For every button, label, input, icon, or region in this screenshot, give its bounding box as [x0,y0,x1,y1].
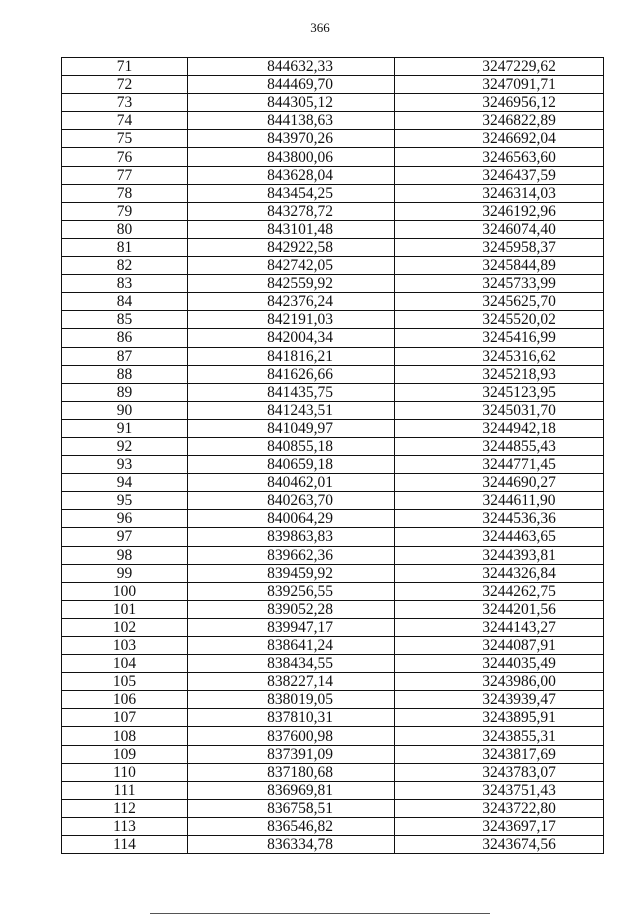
point-number-cell: 71 [62,58,188,76]
x-coordinate-cell: 837810,31 [188,709,395,727]
table-row [62,58,604,76]
table-row [62,365,604,383]
coordinates-table [61,57,604,854]
y-coordinate-cell: 3245520,02 [395,311,604,329]
table-row [62,311,604,329]
y-coordinate-cell: 3246437,59 [395,166,604,184]
y-coordinate-cell: 3244087,91 [395,637,604,655]
point-number-cell: 102 [62,618,188,636]
x-coordinate-cell: 839863,83 [188,528,395,546]
x-coordinate-cell: 838434,55 [188,655,395,673]
x-coordinate-cell: 837180,68 [188,763,395,781]
y-coordinate-cell: 3243895,91 [395,709,604,727]
y-coordinate-cell: 3246956,12 [395,94,604,112]
table-row [62,456,604,474]
page-number: 366 [310,20,330,35]
x-coordinate-cell: 844632,33 [188,58,395,76]
y-coordinate-cell: 3246074,40 [395,220,604,238]
table-row [62,184,604,202]
point-number-cell: 93 [62,456,188,474]
x-coordinate-cell: 843628,04 [188,166,395,184]
point-number-cell: 79 [62,202,188,220]
x-coordinate-cell: 841435,75 [188,383,395,401]
table-row [62,474,604,492]
x-coordinate-cell: 841816,21 [188,347,395,365]
point-number-cell: 112 [62,799,188,817]
point-number-cell: 89 [62,383,188,401]
y-coordinate-cell: 3243783,07 [395,763,604,781]
x-coordinate-cell: 839662,36 [188,546,395,564]
y-coordinate-cell: 3244942,18 [395,419,604,437]
point-number-cell: 83 [62,275,188,293]
x-coordinate-cell: 839256,55 [188,582,395,600]
table-row [62,781,604,799]
table-row [62,836,604,854]
table-row [62,329,604,347]
table-row [62,202,604,220]
table-row [62,799,604,817]
point-number-cell: 99 [62,564,188,582]
table-row [62,763,604,781]
point-number-cell: 97 [62,528,188,546]
x-coordinate-cell: 842004,34 [188,329,395,347]
table-row [62,673,604,691]
point-number-cell: 91 [62,419,188,437]
x-coordinate-cell: 839947,17 [188,618,395,636]
table-row [62,293,604,311]
y-coordinate-cell: 3243986,00 [395,673,604,691]
point-number-cell: 81 [62,238,188,256]
y-coordinate-cell: 3245416,99 [395,329,604,347]
y-coordinate-cell: 3245733,99 [395,275,604,293]
table-row [62,745,604,763]
table-row [62,546,604,564]
x-coordinate-cell: 843800,06 [188,148,395,166]
point-number-cell: 104 [62,655,188,673]
x-coordinate-cell: 844469,70 [188,76,395,94]
x-coordinate-cell: 842922,58 [188,238,395,256]
point-number-cell: 105 [62,673,188,691]
table-row [62,691,604,709]
y-coordinate-cell: 3243855,31 [395,727,604,745]
point-number-cell: 80 [62,220,188,238]
point-number-cell: 103 [62,637,188,655]
table-row [62,492,604,510]
y-coordinate-cell: 3243697,17 [395,817,604,835]
x-coordinate-cell: 841243,51 [188,401,395,419]
x-coordinate-cell: 840659,18 [188,456,395,474]
table-row [62,437,604,455]
x-coordinate-cell: 843454,25 [188,184,395,202]
point-number-cell: 114 [62,836,188,854]
point-number-cell: 75 [62,130,188,148]
y-coordinate-cell: 3246822,89 [395,112,604,130]
point-number-cell: 109 [62,745,188,763]
x-coordinate-cell: 839052,28 [188,600,395,618]
point-number-cell: 90 [62,401,188,419]
table-row [62,166,604,184]
x-coordinate-cell: 842376,24 [188,293,395,311]
table-row [62,600,604,618]
table-row [62,817,604,835]
point-number-cell: 77 [62,166,188,184]
y-coordinate-cell: 3245218,93 [395,365,604,383]
y-coordinate-cell: 3243817,69 [395,745,604,763]
y-coordinate-cell: 3246192,96 [395,202,604,220]
x-coordinate-cell: 836758,51 [188,799,395,817]
point-number-cell: 86 [62,329,188,347]
y-coordinate-cell: 3244536,36 [395,510,604,528]
x-coordinate-cell: 836546,82 [188,817,395,835]
y-coordinate-cell: 3243674,56 [395,836,604,854]
y-coordinate-cell: 3244393,81 [395,546,604,564]
x-coordinate-cell: 838227,14 [188,673,395,691]
y-coordinate-cell: 3243751,43 [395,781,604,799]
y-coordinate-cell: 3246563,60 [395,148,604,166]
x-coordinate-cell: 840064,29 [188,510,395,528]
table-row [62,238,604,256]
y-coordinate-cell: 3244201,56 [395,600,604,618]
x-coordinate-cell: 837600,98 [188,727,395,745]
table-row [62,347,604,365]
point-number-cell: 111 [62,781,188,799]
y-coordinate-cell: 3245316,62 [395,347,604,365]
x-coordinate-cell: 844138,63 [188,112,395,130]
table-row [62,528,604,546]
y-coordinate-cell: 3245844,89 [395,257,604,275]
x-coordinate-cell: 837391,09 [188,745,395,763]
y-coordinate-cell: 3245123,95 [395,383,604,401]
point-number-cell: 101 [62,600,188,618]
table-row [62,220,604,238]
table-row [62,383,604,401]
point-number-cell: 92 [62,437,188,455]
table-row [62,275,604,293]
table-row [62,510,604,528]
coordinates-table-body [62,58,604,854]
table-row [62,582,604,600]
point-number-cell: 106 [62,691,188,709]
y-coordinate-cell: 3243939,47 [395,691,604,709]
y-coordinate-cell: 3244143,27 [395,618,604,636]
x-coordinate-cell: 843278,72 [188,202,395,220]
point-number-cell: 110 [62,763,188,781]
x-coordinate-cell: 836969,81 [188,781,395,799]
x-coordinate-cell: 842742,05 [188,257,395,275]
x-coordinate-cell: 842191,03 [188,311,395,329]
x-coordinate-cell: 843970,26 [188,130,395,148]
y-coordinate-cell: 3245625,70 [395,293,604,311]
point-number-cell: 74 [62,112,188,130]
point-number-cell: 82 [62,257,188,275]
point-number-cell: 100 [62,582,188,600]
point-number-cell: 96 [62,510,188,528]
y-coordinate-cell: 3244262,75 [395,582,604,600]
point-number-cell: 88 [62,365,188,383]
point-number-cell: 94 [62,474,188,492]
point-number-cell: 84 [62,293,188,311]
point-number-cell: 72 [62,76,188,94]
x-coordinate-cell: 840855,18 [188,437,395,455]
y-coordinate-cell: 3245958,37 [395,238,604,256]
table-row [62,148,604,166]
x-coordinate-cell: 841049,97 [188,419,395,437]
x-coordinate-cell: 842559,92 [188,275,395,293]
y-coordinate-cell: 3244611,90 [395,492,604,510]
y-coordinate-cell: 3245031,70 [395,401,604,419]
point-number-cell: 73 [62,94,188,112]
point-number-cell: 108 [62,727,188,745]
x-coordinate-cell: 840263,70 [188,492,395,510]
table-row [62,94,604,112]
table-row [62,727,604,745]
table-row [62,112,604,130]
table-row [62,637,604,655]
y-coordinate-cell: 3247229,62 [395,58,604,76]
y-coordinate-cell: 3244463,65 [395,528,604,546]
y-coordinate-cell: 3246692,04 [395,130,604,148]
table-row [62,257,604,275]
x-coordinate-cell: 843101,48 [188,220,395,238]
x-coordinate-cell: 838641,24 [188,637,395,655]
point-number-cell: 107 [62,709,188,727]
y-coordinate-cell: 3244326,84 [395,564,604,582]
point-number-cell: 98 [62,546,188,564]
y-coordinate-cell: 3244771,45 [395,456,604,474]
x-coordinate-cell: 841626,66 [188,365,395,383]
y-coordinate-cell: 3244855,43 [395,437,604,455]
point-number-cell: 76 [62,148,188,166]
point-number-cell: 78 [62,184,188,202]
table-row [62,618,604,636]
y-coordinate-cell: 3246314,03 [395,184,604,202]
point-number-cell: 87 [62,347,188,365]
table-row [62,419,604,437]
page-bottom-divider [150,913,490,914]
table-row [62,76,604,94]
point-number-cell: 85 [62,311,188,329]
y-coordinate-cell: 3243722,80 [395,799,604,817]
table-row [62,709,604,727]
table-row [62,401,604,419]
x-coordinate-cell: 836334,78 [188,836,395,854]
point-number-cell: 113 [62,817,188,835]
x-coordinate-cell: 838019,05 [188,691,395,709]
point-number-cell: 95 [62,492,188,510]
x-coordinate-cell: 839459,92 [188,564,395,582]
y-coordinate-cell: 3244690,27 [395,474,604,492]
table-row [62,564,604,582]
y-coordinate-cell: 3244035,49 [395,655,604,673]
table-row [62,655,604,673]
y-coordinate-cell: 3247091,71 [395,76,604,94]
table-row [62,130,604,148]
x-coordinate-cell: 840462,01 [188,474,395,492]
x-coordinate-cell: 844305,12 [188,94,395,112]
